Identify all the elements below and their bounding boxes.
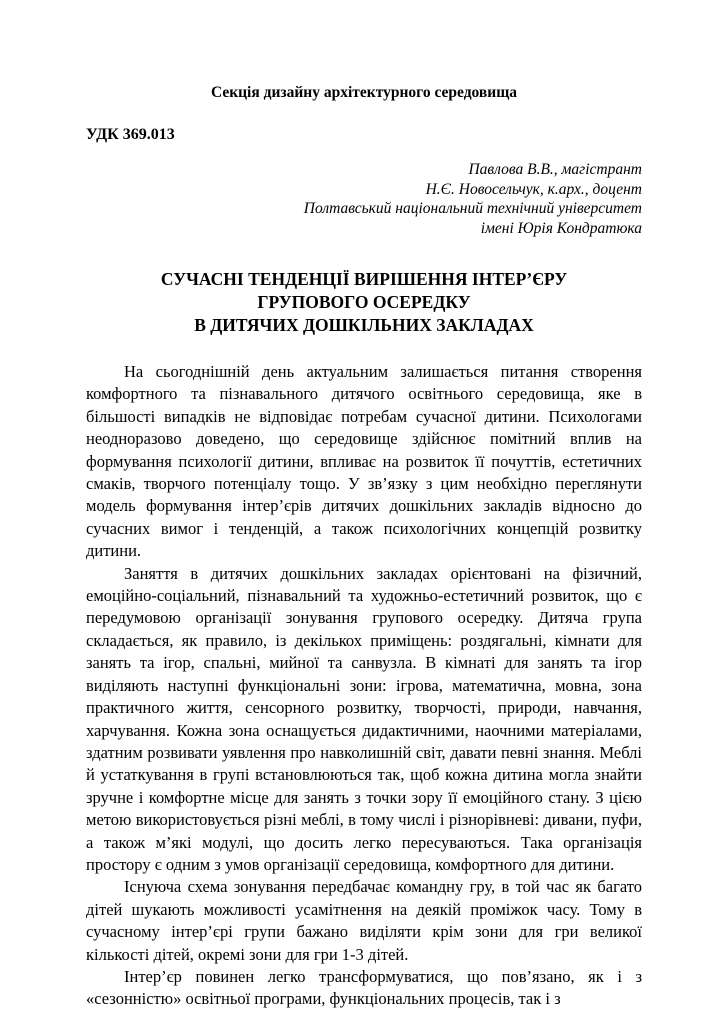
paper-title-line-2: ГРУПОВОГО ОСЕРЕДКУ bbox=[257, 292, 471, 312]
paragraph-4: Інтер’єр повинен легко трансформуватися, що пов’язано, як і з «сезонністю» освітньої програми, функціональних процесів, так і з bbox=[86, 966, 642, 1009]
section-header: Секція дизайну архітектурного середовища bbox=[210, 84, 518, 101]
paper-title-line-1: СУЧАСНІ ТЕНДЕНЦІЇ ВИРІШЕННЯ ІНТЕР’ЄРУ bbox=[160, 269, 568, 289]
paper-body bbox=[86, 361, 642, 1011]
author-affiliation-2: імені Юрія Кондратюка bbox=[480, 219, 642, 237]
author-line-2: Н.Є. Новосельчук, к.арх., доцент bbox=[425, 180, 642, 198]
author-affiliation-1: Полтавський національний технічний університет bbox=[303, 200, 642, 217]
paragraph-2: Заняття в дитячих дошкільних закладах орієнтовані на фізичний, емоційно-соціальний, пізнавальний та художньо-естетичний розвиток, що є передумовою організації зонування групового осередку. Дитяча група складається, як правило, із декількох приміщень: роздягальні, кімнати для занять та ігор, спальні, мийної та санвузла. В кімнаті для занять та ігор виділяють наступні функціональні зони: ігрова, математична, мовна, зона практичного життя, сенсорного розвитку, творчості, природи, навчання, харчування. Кожна зона оснащується дидактичними, наочними матеріалами, здатним розвивати уявлення про навколишній світ, давати певні знання. Меблі й устаткування в групі встановлюються так, щоб кожна дитина могла знайти зручне і комфортне місце для занять з точки зору її емоційного стану. З цією метою використовується різні меблі, в тому числі і різнорівневі: дивани, пуфи, а також м’які модулі, що досить легко пересуваються. Така організація простору є одним з умов організації середовища, комфортного для дитини. bbox=[86, 563, 642, 874]
paper-title-line-3: В ДИТЯЧИХ ДОШКІЛЬНИХ ЗАКЛАДАХ bbox=[194, 315, 534, 335]
author-block bbox=[86, 160, 642, 238]
udk-code: УДК 369.013 bbox=[86, 126, 175, 143]
paragraph-3: Існуюча схема зонування передбачає командну гру, в той час як багато дітей шукають можливості усамітнення на деякій проміжок часу. Тому в сучасному інтер’єрі групи бажано виділяти крім зони для гри великої кількості дітей, окремі зони для гри 1-3 дітей. bbox=[86, 877, 642, 964]
paragraph-1: На сьогоднішній день актуальним залишається питання створення комфортного та пізнавального дитячого освітнього середовища, яке в більшості випадків не відповідає потребам сучасної дитини. Психологами неодноразово доведено, що середовище здійснює помітний вплив на формування психології дитини, впливає на розвиток її почуттів, естетичних смаків, творчого потенціалу тощо. У зв’язку з цим необхідно переглянути модель формування інтер’єрів дитячих дошкільних закладів відносно до сучасних вимог і тенденцій, а також психологічних концепцій розвитку дитини. bbox=[86, 362, 642, 561]
paper-title bbox=[86, 268, 642, 337]
author-line-1: Павлова В.В., магістрант bbox=[468, 161, 642, 178]
